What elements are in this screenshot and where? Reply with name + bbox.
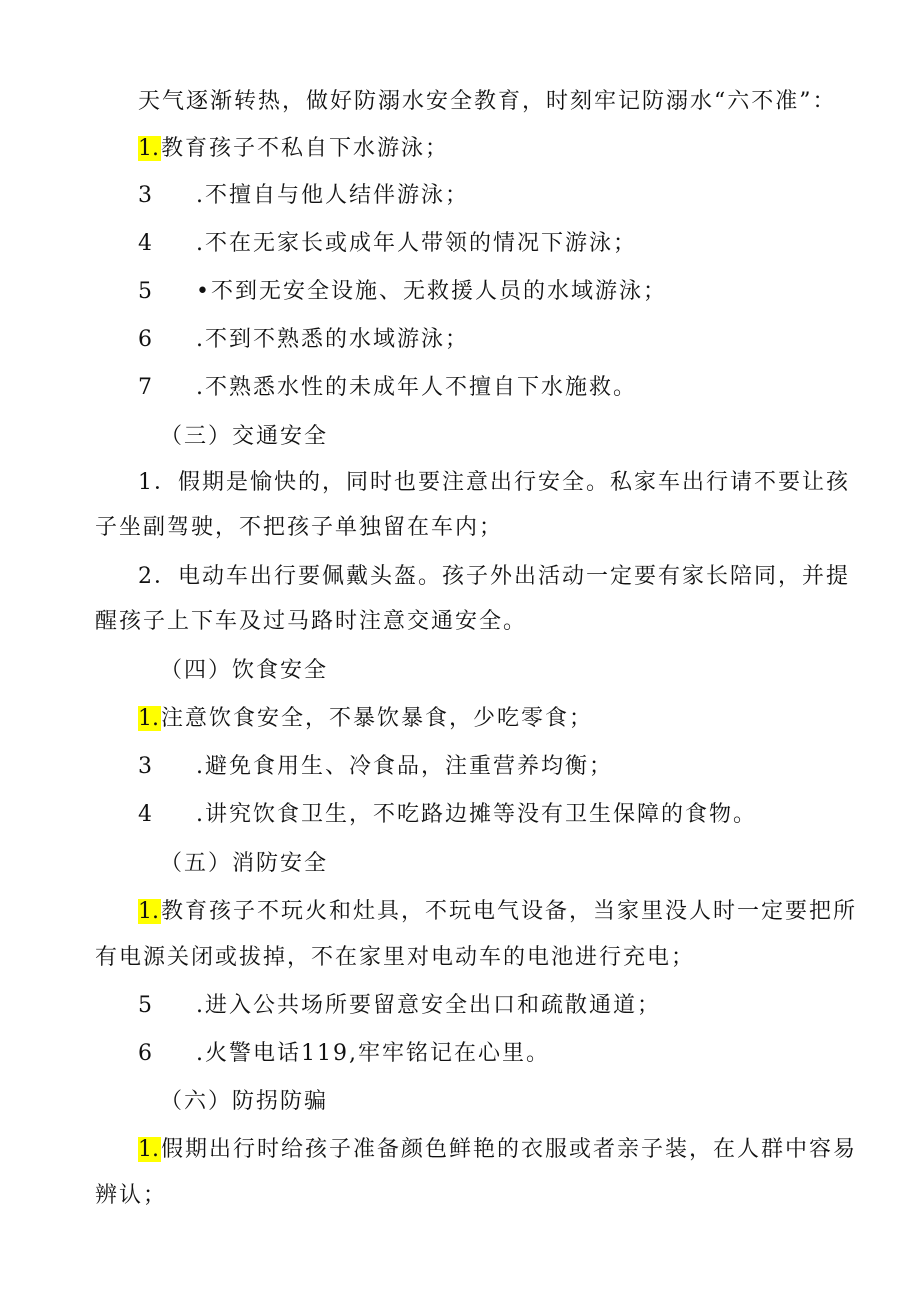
item-number: 3 xyxy=(138,754,154,779)
section-heading: （三）交通安全 xyxy=(160,424,329,449)
list-item: 6 .不到不熟悉的水域游泳； xyxy=(138,324,469,356)
paragraph-line: 2．电动车出行要佩戴头盔。孩子外出活动一定要有家长陪同，并提 xyxy=(138,564,850,589)
highlighted-number: 1. xyxy=(138,1137,159,1162)
item-number: 5 xyxy=(138,993,154,1018)
paragraph-continuation: 醒孩子上下车及过马路时注意交通安全。 xyxy=(95,609,528,634)
highlighted-number: 1. xyxy=(138,136,159,161)
list-item: 3 .避免食用生、冷食品，注重营养均衡； xyxy=(138,751,613,783)
section-heading: （五）消防安全 xyxy=(160,851,329,876)
item-number: 6 xyxy=(138,1041,154,1066)
list-item: 7 .不熟悉水性的未成年人不擅自下水施救。 xyxy=(138,372,637,404)
item-number: 5 xyxy=(138,279,154,304)
intro-line: 天气逐渐转热，做好防溺水安全教育，时刻牢记防溺水“六不准”： xyxy=(138,89,837,114)
item-number: 4 xyxy=(138,231,154,256)
list-item: 5 •不到无安全设施、无救援人员的水域游泳； xyxy=(138,276,667,308)
paragraph-continuation: 辨认； xyxy=(95,1183,168,1208)
list-item: 1.假期出行时给孩子准备颜色鲜艳的衣服或者亲子装，在人群中容易 xyxy=(138,1137,858,1162)
list-item: 6 .火警电话119,牢牢铭记在心里。 xyxy=(138,1038,550,1070)
list-item: 1.教育孩子不玩火和灶具，不玩电气设备，当家里没人时一定要把所 xyxy=(138,899,858,924)
section-heading: （六）防拐防骗 xyxy=(160,1089,329,1114)
list-item: 1.教育孩子不私自下水游泳； xyxy=(138,136,450,161)
list-item: 4 .不在无家长或成年人带领的情况下游泳； xyxy=(138,228,637,260)
item-number: 3 xyxy=(138,183,154,208)
paragraph-continuation: 有电源关闭或拔掉，不在家里对电动车的电池进行充电； xyxy=(95,945,696,970)
item-number: 4 xyxy=(138,802,154,827)
list-item: 4 .讲究饮食卫生，不吃路边摊等没有卫生保障的食物。 xyxy=(138,799,757,831)
section-heading: （四）饮食安全 xyxy=(160,658,329,683)
highlighted-number: 1. xyxy=(138,706,159,731)
list-item: 1.注意饮食安全，不暴饮暴食，少吃零食； xyxy=(138,706,594,731)
paragraph-continuation: 子坐副驾驶，不把孩子单独留在车内； xyxy=(95,515,504,540)
paragraph-line: 1．假期是愉快的，同时也要注意出行安全。私家车出行请不要让孩 xyxy=(138,470,850,495)
item-number: 7 xyxy=(138,375,154,400)
list-item: 3 .不擅自与他人结伴游泳； xyxy=(138,180,469,212)
highlighted-number: 1. xyxy=(138,899,159,924)
item-number: 6 xyxy=(138,327,154,352)
list-item: 5 .进入公共场所要留意安全出口和疏散通道； xyxy=(138,990,661,1022)
